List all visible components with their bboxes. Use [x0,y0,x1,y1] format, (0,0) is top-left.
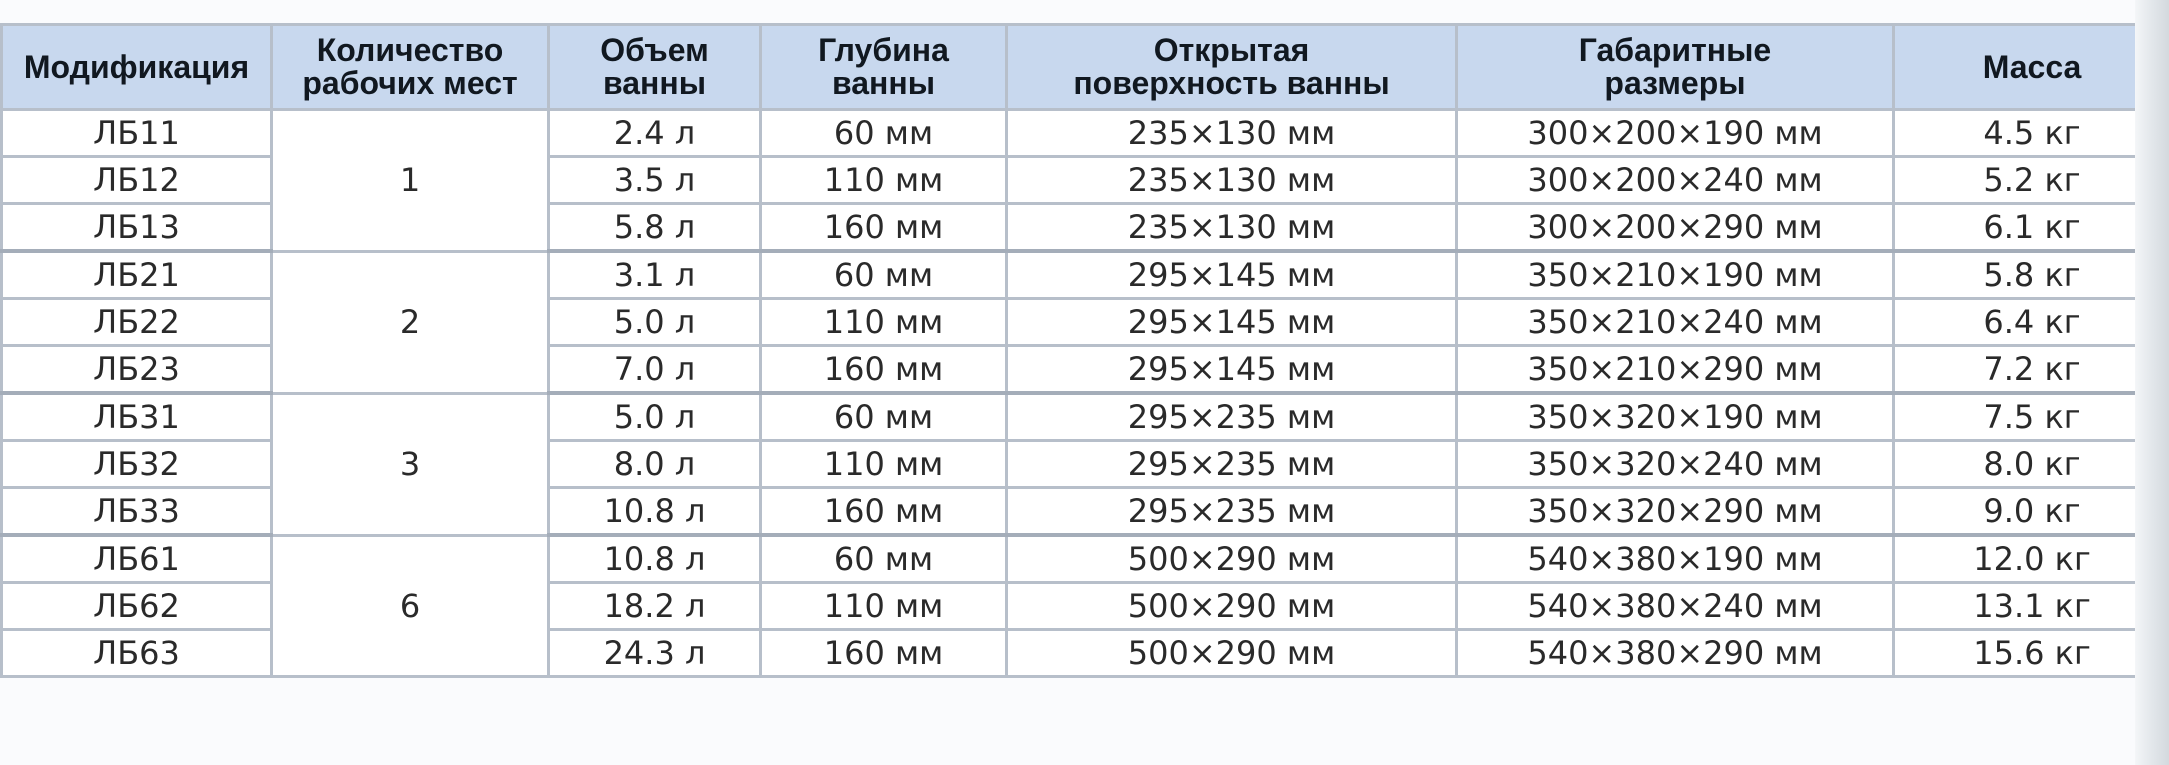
cell-volume: 3.1 л [549,251,761,299]
cell-depth: 60 мм [761,251,1007,299]
cell-surface: 235×130 мм [1007,110,1457,157]
cell-dimensions: 350×320×290 мм [1457,488,1894,536]
cell-dimensions: 300×200×190 мм [1457,110,1894,157]
table-row [2,535,2169,583]
cell-volume: 18.2 л [549,583,761,630]
cell-mass: 8.0 кг [1894,441,2169,488]
cell-volume: 8.0 л [549,441,761,488]
cell-model: ЛБ61 [2,535,272,583]
cell-model: ЛБ11 [2,110,272,157]
cell-workplaces: 3 [272,393,549,535]
cell-volume: 10.8 л [549,535,761,583]
cell-mass: 5.2 кг [1894,157,2169,204]
table-row [2,251,2169,299]
cell-depth: 110 мм [761,583,1007,630]
cell-surface: 500×290 мм [1007,535,1457,583]
cell-dimensions: 350×210×290 мм [1457,346,1894,394]
cell-surface: 295×235 мм [1007,393,1457,441]
cell-model: ЛБ22 [2,299,272,346]
header-bath-depth: Глубина ванны [761,25,1007,110]
cell-dimensions: 300×200×240 мм [1457,157,1894,204]
cell-mass: 4.5 кг [1894,110,2169,157]
table-row [2,393,2169,441]
page-scan-edge [2135,0,2169,765]
header-workplaces: Количество рабочих мест [272,25,549,110]
cell-surface: 295×145 мм [1007,251,1457,299]
cell-volume: 3.5 л [549,157,761,204]
cell-depth: 60 мм [761,393,1007,441]
cell-dimensions: 540×380×240 мм [1457,583,1894,630]
header-mass: Масса [1894,25,2169,110]
cell-dimensions: 350×210×240 мм [1457,299,1894,346]
cell-model: ЛБ12 [2,157,272,204]
cell-dimensions: 350×320×190 мм [1457,393,1894,441]
cell-mass: 6.4 кг [1894,299,2169,346]
cell-depth: 160 мм [761,346,1007,394]
cell-volume: 5.8 л [549,204,761,252]
cell-depth: 60 мм [761,110,1007,157]
table-row [2,110,2169,157]
cell-surface: 295×145 мм [1007,299,1457,346]
cell-depth: 110 мм [761,299,1007,346]
cell-model: ЛБ23 [2,346,272,394]
cell-dimensions: 540×380×290 мм [1457,630,1894,677]
cell-surface: 295×235 мм [1007,488,1457,536]
header-bath-volume: Объем ванны [549,25,761,110]
cell-mass: 13.1 кг [1894,583,2169,630]
cell-surface: 500×290 мм [1007,583,1457,630]
cell-depth: 160 мм [761,630,1007,677]
header-overall-dimensions: Габаритные размеры [1457,25,1894,110]
cell-volume: 10.8 л [549,488,761,536]
cell-model: ЛБ31 [2,393,272,441]
cell-mass: 7.2 кг [1894,346,2169,394]
cell-depth: 60 мм [761,535,1007,583]
cell-depth: 110 мм [761,157,1007,204]
cell-model: ЛБ33 [2,488,272,536]
cell-mass: 6.1 кг [1894,204,2169,252]
cell-surface: 500×290 мм [1007,630,1457,677]
cell-volume: 24.3 л [549,630,761,677]
cell-model: ЛБ21 [2,251,272,299]
cell-model: ЛБ62 [2,583,272,630]
cell-surface: 235×130 мм [1007,157,1457,204]
cell-mass: 5.8 кг [1894,251,2169,299]
cell-workplaces: 1 [272,110,549,252]
cell-volume: 7.0 л [549,346,761,394]
cell-surface: 295×145 мм [1007,346,1457,394]
cell-depth: 160 мм [761,488,1007,536]
cell-workplaces: 6 [272,535,549,677]
header-open-surface: Открытая поверхность ванны [1007,25,1457,110]
cell-workplaces: 2 [272,251,549,393]
cell-mass: 9.0 кг [1894,488,2169,536]
cell-model: ЛБ13 [2,204,272,252]
table-header-row [2,25,2169,110]
cell-model: ЛБ63 [2,630,272,677]
cell-volume: 2.4 л [549,110,761,157]
cell-mass: 15.6 кг [1894,630,2169,677]
cell-dimensions: 300×200×290 мм [1457,204,1894,252]
cell-dimensions: 350×320×240 мм [1457,441,1894,488]
cell-surface: 235×130 мм [1007,204,1457,252]
specifications-table [0,23,2169,678]
cell-mass: 12.0 кг [1894,535,2169,583]
cell-volume: 5.0 л [549,299,761,346]
cell-depth: 160 мм [761,204,1007,252]
cell-surface: 295×235 мм [1007,441,1457,488]
cell-depth: 110 мм [761,441,1007,488]
cell-dimensions: 350×210×190 мм [1457,251,1894,299]
cell-volume: 5.0 л [549,393,761,441]
header-modification: Модификация [2,25,272,110]
cell-model: ЛБ32 [2,441,272,488]
cell-mass: 7.5 кг [1894,393,2169,441]
cell-dimensions: 540×380×190 мм [1457,535,1894,583]
